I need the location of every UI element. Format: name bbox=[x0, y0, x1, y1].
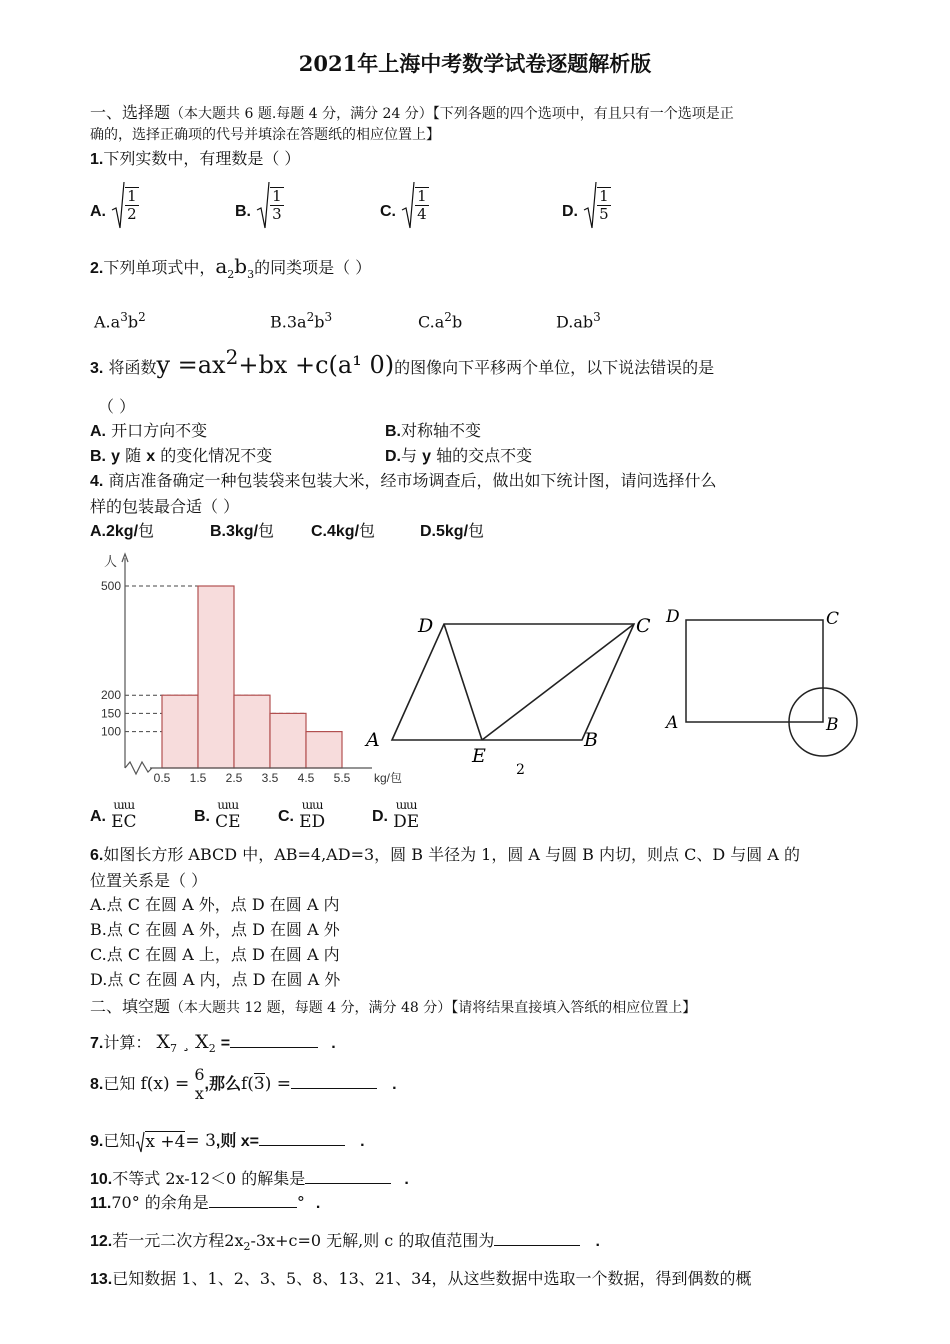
q5-option-c bbox=[278, 794, 325, 832]
q4-number: 4. bbox=[90, 473, 104, 490]
q3-c-var-x: x bbox=[146, 448, 156, 465]
q6-option-a: A.点 C 在圆 A 外，点 D 在圆 A 内 bbox=[90, 895, 340, 914]
y-tick-labels bbox=[101, 579, 121, 739]
vector-arrow-icon: ɯɯ bbox=[113, 798, 135, 812]
q2-number: 2. bbox=[90, 260, 104, 277]
q4-d-label: D.5kg/ bbox=[420, 523, 469, 540]
histogram-bar bbox=[162, 695, 198, 768]
q4-option-b bbox=[210, 518, 274, 541]
rectangle-circle-figure bbox=[660, 600, 870, 765]
q1-c-numerator: 1 bbox=[417, 187, 427, 205]
q9-then: ,则 x= bbox=[215, 1133, 260, 1150]
question-6 bbox=[90, 842, 800, 865]
q3-a-label: A. bbox=[90, 423, 106, 440]
q3-a-text: 开口方向不变 bbox=[111, 421, 208, 440]
q3-b-text: 对称轴不变 bbox=[401, 421, 482, 440]
q1-option-d-label: D. bbox=[562, 203, 578, 220]
question-9 bbox=[90, 1128, 365, 1153]
q2-text-pre: 下列单项式中， bbox=[103, 258, 216, 277]
page-title: 2021年上海中考数学试卷逐题解析版 bbox=[298, 51, 652, 76]
q5-option-d bbox=[372, 794, 419, 832]
q7-equals: = bbox=[220, 1035, 231, 1052]
radical-sign-icon bbox=[256, 180, 270, 230]
q6-number: 6. bbox=[90, 847, 104, 864]
question-11 bbox=[90, 1190, 320, 1213]
radical-sign-icon bbox=[583, 180, 597, 230]
section1-note-line2: 确的，选择正确项的代号并填涂在答题纸的相应位置上】 bbox=[90, 127, 440, 143]
y-axis-label: 人 bbox=[104, 555, 118, 570]
partial-text: 2 bbox=[516, 762, 525, 776]
q3-paren: （ ） bbox=[98, 397, 136, 416]
q13-text: 已知数据 1、1、2、3、5、8、13、21、34，从这些数据中选取一个数据，得到偶数的概 bbox=[112, 1269, 752, 1288]
q3-d-rest: 轴的交点不变 bbox=[436, 446, 533, 465]
x-tick-label: 4.5 bbox=[297, 771, 315, 785]
segment-de bbox=[444, 624, 482, 740]
q1-d-denominator: 5 bbox=[599, 205, 609, 223]
q1-option-a-radical bbox=[111, 180, 139, 230]
q2-expr-b: b bbox=[234, 254, 248, 278]
q9-text: 已知 bbox=[103, 1131, 136, 1150]
q1-option-c-label: C. bbox=[380, 203, 396, 220]
x-tick-labels bbox=[154, 771, 351, 785]
q8-fx: f(x) = bbox=[140, 1074, 190, 1094]
radical-sign-icon bbox=[111, 180, 125, 230]
q4-c-label: C.4kg/ bbox=[311, 523, 360, 540]
q1-a-denominator: 2 bbox=[127, 205, 137, 223]
q2-b-exp1: 2 bbox=[306, 310, 315, 324]
q1-a-numerator: 1 bbox=[127, 187, 137, 205]
q1-c-denominator: 4 bbox=[417, 205, 427, 223]
q11-answer-blank[interactable] bbox=[209, 1191, 297, 1208]
q6-option-c: C.点 C 在圆 A 上，点 D 在圆 A 内 bbox=[90, 945, 340, 964]
q8-numerator: 6 bbox=[194, 1065, 205, 1084]
question-3 bbox=[90, 345, 714, 379]
q4-d-unit: 包 bbox=[468, 521, 485, 540]
q2-a-b: b bbox=[127, 312, 139, 332]
q3-option-d bbox=[385, 443, 532, 466]
q2-expr-b-exp: 3 bbox=[247, 268, 255, 281]
parallelogram-abcd bbox=[392, 624, 634, 740]
label-a: A bbox=[366, 729, 380, 751]
q3-formula-main: y =ax bbox=[156, 351, 226, 379]
q7-x2: X bbox=[195, 1031, 209, 1053]
y-tick-label: 200 bbox=[100, 688, 121, 703]
q3-d-label: D. bbox=[385, 448, 401, 465]
q12-text-pre: 若一元二次方程 bbox=[112, 1231, 225, 1250]
q3-c-var-y: y bbox=[111, 448, 120, 465]
q3-d-pre: 与 bbox=[401, 446, 418, 465]
q10-text: 不等式 2x-12＜0 的解集是 bbox=[112, 1169, 306, 1188]
q11-degree: ° bbox=[296, 1193, 305, 1212]
q1-option-c-radical bbox=[401, 180, 429, 230]
parallelogram-figure bbox=[360, 606, 660, 776]
q1-number: 1. bbox=[90, 151, 104, 168]
section1-heading bbox=[90, 100, 734, 123]
q3-option-a bbox=[90, 418, 207, 441]
q5-option-b bbox=[194, 794, 241, 832]
histogram-bar bbox=[270, 713, 306, 768]
y-tick-label: 100 bbox=[100, 724, 121, 739]
q1-option-d-radical bbox=[583, 180, 611, 230]
x-tick-label: 2.5 bbox=[225, 771, 243, 785]
q7-exp1: 7 bbox=[169, 1042, 177, 1056]
q12-number: 12. bbox=[90, 1233, 113, 1250]
q4-line1: 商店准备确定一种包装袋来包装大米，经市场调查后，做出如下统计图，请问选择什么 bbox=[108, 471, 717, 490]
q2-option-d bbox=[556, 310, 601, 331]
q12-eq-a: 2x bbox=[224, 1231, 244, 1250]
q9-period: . bbox=[360, 1133, 365, 1150]
label-d: D bbox=[418, 615, 434, 637]
q13-number: 13. bbox=[90, 1271, 113, 1288]
q1-option-c bbox=[380, 180, 429, 235]
segment-ec bbox=[482, 624, 634, 740]
section1-title: 一、选择题 bbox=[90, 103, 171, 122]
q2-a-exp1: 3 bbox=[120, 310, 128, 324]
q2-b-b: b bbox=[314, 312, 325, 332]
q8-f3-end: ) = bbox=[264, 1074, 292, 1094]
question-1 bbox=[90, 146, 300, 169]
q1-option-b bbox=[235, 180, 284, 235]
rectangle-abcd bbox=[686, 620, 823, 722]
x-tick-label: 1.5 bbox=[189, 771, 207, 785]
section2-title: 二、填空题 bbox=[90, 997, 171, 1016]
q2-d-text: D.ab bbox=[556, 312, 594, 332]
q12-eq-exp: 2 bbox=[243, 1240, 251, 1254]
q9-equals: = 3 bbox=[185, 1131, 216, 1151]
question-12 bbox=[90, 1228, 600, 1253]
q1-option-b-radical bbox=[256, 180, 284, 230]
y-tick-label: 500 bbox=[100, 579, 121, 593]
q8-mid: ,那么 bbox=[204, 1076, 241, 1093]
q2-option-b bbox=[270, 310, 332, 331]
q12-period: . bbox=[595, 1233, 600, 1250]
section1-note: （本大题共 6 题.每题 4 分，满分 24 分）【下列各题的四个选项中，有且只有一个选项是正 bbox=[170, 106, 734, 122]
q4-c-unit: 包 bbox=[359, 521, 376, 540]
q5-option-a bbox=[90, 794, 137, 832]
q3-formula-rest: +bx +c(a¹ 0) bbox=[238, 351, 395, 379]
q7-answer-blank[interactable] bbox=[230, 1031, 318, 1048]
q6-line1: 如图长方形 ABCD 中，AB=4,AD=3，圆 B 半径为 1，圆 A 与圆 B 内切，则点 C、D 与圆 A 的 bbox=[103, 845, 800, 864]
vector-arrow-icon: ɯɯ bbox=[395, 798, 417, 812]
q10-period: . bbox=[404, 1171, 409, 1188]
question-4 bbox=[90, 468, 716, 491]
q5-b-vector: CE bbox=[215, 812, 241, 832]
q3-formula-exp: 2 bbox=[225, 345, 239, 369]
q4-option-c bbox=[311, 518, 375, 541]
label-b: B bbox=[584, 729, 598, 751]
q8-period: . bbox=[392, 1076, 397, 1093]
q4-a-unit: 包 bbox=[138, 521, 155, 540]
q4-a-label: A.2kg/ bbox=[90, 523, 139, 540]
histogram-bar bbox=[306, 732, 342, 768]
q8-answer-blank[interactable] bbox=[291, 1072, 377, 1089]
q2-option-a bbox=[94, 310, 146, 331]
q2-c-text: C.a bbox=[418, 312, 445, 332]
x-tick-label: 5.5 bbox=[333, 771, 351, 785]
q4-option-d bbox=[420, 518, 484, 541]
q12-answer-blank[interactable] bbox=[494, 1229, 580, 1246]
q5-c-label: C. bbox=[278, 808, 294, 825]
q9-answer-blank[interactable] bbox=[259, 1129, 345, 1146]
vector-arrow-icon: ɯɯ bbox=[301, 798, 323, 812]
q5-c-vector: ED bbox=[299, 812, 326, 832]
q9-radicand: x +4 bbox=[145, 1132, 186, 1152]
q6-option-d: D.点 C 在圆 A 内，点 D 在圆 A 外 bbox=[90, 970, 341, 989]
q8-f3: f( bbox=[240, 1074, 254, 1094]
q4-option-a bbox=[90, 518, 154, 541]
q2-text-post: 的同类项是（ ） bbox=[254, 258, 372, 277]
q3-c-mid: 随 bbox=[125, 446, 142, 465]
q9-number: 9. bbox=[90, 1133, 104, 1150]
q2-c-exp1: 2 bbox=[444, 310, 452, 324]
question-7 bbox=[90, 1030, 336, 1055]
section2-heading bbox=[90, 994, 696, 1017]
histogram-bar bbox=[234, 695, 270, 768]
q3-formula bbox=[156, 345, 395, 379]
label-e: E bbox=[472, 745, 486, 767]
q7-exp2: 2 bbox=[208, 1042, 216, 1056]
radical-sign-icon bbox=[135, 1131, 145, 1153]
q2-expr-a: a bbox=[215, 254, 228, 278]
q6-line2: 位置关系是（ ） bbox=[90, 871, 208, 890]
q3-option-b bbox=[385, 418, 481, 441]
q2-b-text: B.3a bbox=[270, 312, 307, 332]
q3-b-label: B. bbox=[385, 423, 401, 440]
label-c: C bbox=[826, 609, 840, 629]
label-c: C bbox=[636, 615, 651, 637]
y-tick-label: 150 bbox=[100, 706, 121, 721]
x-tick-label: 0.5 bbox=[153, 771, 171, 785]
q3-c-label: B. bbox=[90, 448, 106, 465]
q7-divide-sign: ¸ bbox=[182, 1033, 191, 1052]
q3-number: 3. bbox=[90, 360, 104, 377]
chart-bars bbox=[162, 586, 342, 768]
q5-b-label: B. bbox=[194, 808, 210, 825]
q7-period: . bbox=[331, 1035, 336, 1052]
q2-expr bbox=[215, 254, 255, 281]
q1-d-numerator: 1 bbox=[599, 187, 609, 205]
label-b: B bbox=[826, 715, 839, 735]
question-13 bbox=[90, 1266, 752, 1289]
q10-number: 10. bbox=[90, 1171, 113, 1188]
q8-number: 8. bbox=[90, 1076, 104, 1093]
q3-text-pre: 将函数 bbox=[108, 358, 157, 377]
q1-option-a bbox=[90, 180, 139, 235]
question-2 bbox=[90, 254, 371, 281]
radical-sign-icon bbox=[401, 180, 415, 230]
q2-a-text: A.a bbox=[94, 312, 121, 332]
q8-radicand: 3 bbox=[253, 1074, 265, 1094]
q11-period: . bbox=[315, 1195, 321, 1212]
q2-d-exp1: 3 bbox=[593, 310, 601, 324]
q3-text-post: 的图像向下平移两个单位，以下说法错误的是 bbox=[394, 358, 715, 377]
q11-text: 70° 的余角是 bbox=[111, 1193, 209, 1212]
q1-option-d bbox=[562, 180, 611, 235]
q2-a-exp2: 2 bbox=[138, 310, 146, 324]
q6-option-b: B.点 C 在圆 A 外，点 D 在圆 A 外 bbox=[90, 920, 340, 939]
axis-break-icon bbox=[125, 762, 152, 774]
q1-text: 下列实数中，有理数是（ ） bbox=[103, 149, 301, 168]
q2-expr-a-exp: 2 bbox=[227, 268, 235, 281]
q3-c-rest: 的变化情况不变 bbox=[160, 446, 273, 465]
q3-option-c bbox=[90, 443, 272, 466]
question-8 bbox=[90, 1066, 397, 1103]
q1-b-numerator: 1 bbox=[272, 187, 282, 205]
section2-note: （本大题共 12 题，每题 4 分，满分 48 分）【请将结果直接填入答纸的相应位置上】 bbox=[170, 1000, 697, 1016]
q2-option-c bbox=[418, 310, 462, 331]
q2-c-b: b bbox=[451, 312, 463, 332]
q5-a-label: A. bbox=[90, 808, 106, 825]
question-10 bbox=[90, 1166, 409, 1189]
vector-arrow-icon: ɯɯ bbox=[217, 798, 239, 812]
q1-option-a-label: A. bbox=[90, 203, 106, 220]
label-a: A bbox=[666, 713, 679, 733]
q5-d-label: D. bbox=[372, 808, 388, 825]
q10-answer-blank[interactable] bbox=[305, 1167, 391, 1184]
q8-text: 已知 bbox=[103, 1074, 136, 1093]
q4-b-label: B.3kg/ bbox=[210, 523, 259, 540]
q1-b-denominator: 3 bbox=[272, 205, 282, 223]
q5-d-vector: DE bbox=[393, 812, 420, 832]
q3-d-var-y: y bbox=[422, 448, 432, 465]
q5-a-vector: EC bbox=[111, 812, 137, 832]
q4-b-unit: 包 bbox=[258, 521, 275, 540]
q2-b-exp2: 3 bbox=[324, 310, 333, 324]
q7-number: 7. bbox=[90, 1035, 104, 1052]
q4-line2: 样的包装最合适（ ） bbox=[90, 497, 240, 516]
q11-number: 11. bbox=[90, 1195, 112, 1212]
label-d: D bbox=[666, 607, 680, 627]
q12-eq-b: -3x+c=0 无解,则 c 的取值范围为 bbox=[250, 1231, 495, 1250]
q7-text: 计算： bbox=[103, 1033, 152, 1052]
x-tick-label: 3.5 bbox=[261, 771, 279, 785]
q7-x1: X bbox=[156, 1031, 170, 1053]
q8-denominator: x bbox=[194, 1084, 204, 1103]
histogram-bar bbox=[198, 586, 234, 768]
q1-option-b-label: B. bbox=[235, 203, 251, 220]
x-axis-label: kg/包 bbox=[374, 771, 403, 785]
